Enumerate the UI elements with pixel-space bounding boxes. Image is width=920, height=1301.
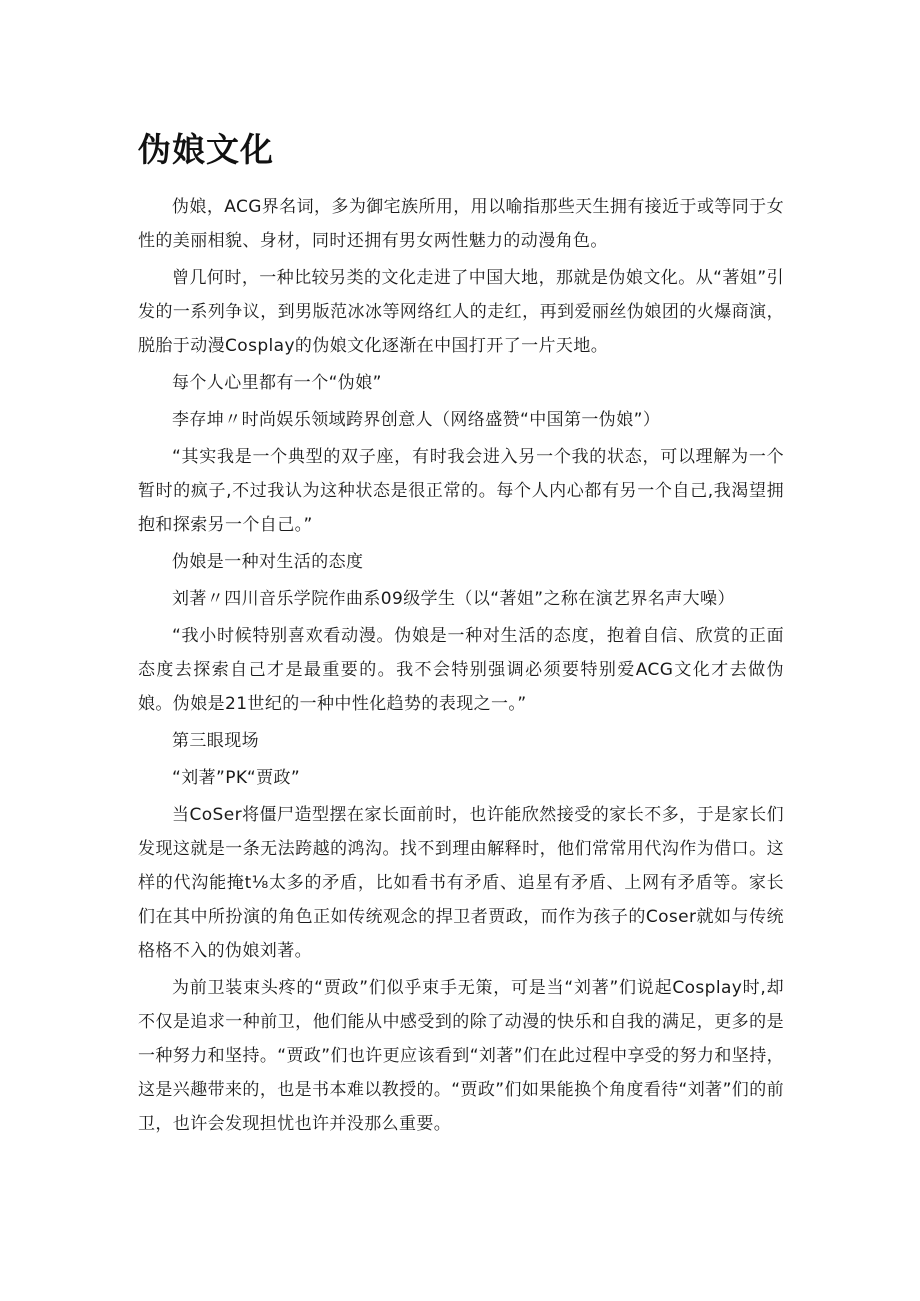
document-title: 伪娘文化 [138,130,274,169]
section-heading-everyone: 每个人心里都有一个“伪娘” [172,373,382,393]
paragraph-generation-gap: 当CoSer将僵尸造型摆在家长面前时，也许能欣然接受的家长不多，于是家长们发现这就是一条无法跨越的鸿沟。找不到理由解释时，他们常常用代沟作为借口。这样的代沟能掩t⅛太多的矛盾，比如看书有矛盾、追星有矛盾、上网有矛盾等。家长们在其中所扮演的角色正如传统观念的捍卫者贾政，而作为孩子的Coser就如与传统格格不入的伪娘刘著。 [138,805,784,961]
section-heading-attitude: 伪娘是一种对生活的态度 [172,552,364,572]
quote-li-cunkun: “其实我是一个典型的双子座，有时我会进入另一个我的状态，可以理解为一个暂时的疯子,不过我认为这种状态是很正常的。每个人内心都有另一个自己,我渴望拥抱和探索另一个自己。” [138,447,784,535]
paragraph-conclusion: 为前卫装束头疼的“贾政”们似乎束手无策，可是当“刘著”们说起Cosplay时,却不仅是追求一种前卫，他们能从中感受到的除了动漫的快乐和自我的满足，更多的是一种努力和坚持。“贾政”们也许更应该看到“刘著”们在此过程中享受的努力和坚持，这是兴趣带来的，也是书本难以教授的。“贾政”们如果能换个角度看待“刘著”们的前卫，也许会发现担忧也许并没那么重要。 [138,978,784,1134]
paragraph-definition: 伪娘，ACG界名词，多为御宅族所用，用以喻指那些天生拥有接近于或等同于女性的美丽相貌、身材，同时还拥有男女两性魅力的动漫角色。 [138,197,784,251]
speaker-li-cunkun: 李存坤〃时尚娱乐领域跨界创意人（网络盛赞“中国第一伪娘”） [172,410,661,430]
paragraph-introduction: 曾几何时，一种比较另类的文化走进了中国大地，那就是伪娘文化。从“著姐”引发的一系列争议，到男版范冰冰等网络红人的走红，再到爱丽丝伪娘团的火爆商演，脱胎于动漫Cosplay的伪娘文化逐渐在中国打开了一片天地。 [138,268,784,356]
document-body [138,190,784,1144]
quote-liu-zhu: “我小时候特别喜欢看动漫。伪娘是一种对生活的态度，抱着自信、欣赏的正面态度去探索自己才是最重要的。我不会特别强调必须要特别爱ACG文化才去做伪娘。伪娘是21世纪的一种中性化趋势的表现之一。” [138,626,784,714]
section-heading-scene: 第三眼现场 [172,731,259,751]
speaker-liu-zhu: 刘著〃四川音乐学院作曲系09级学生（以“著姐”之称在演艺界名声大噪） [172,589,735,609]
section-subheading-pk: “刘著”PK“贾政” [172,768,301,788]
